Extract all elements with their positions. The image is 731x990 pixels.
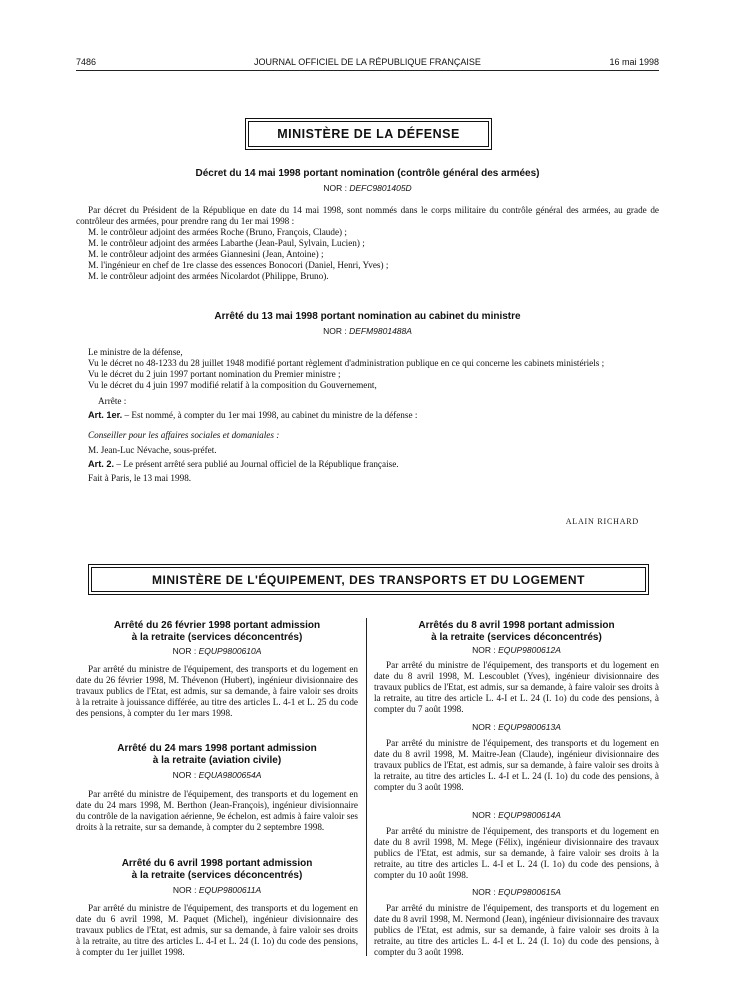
article-1-label: Art. 1er. xyxy=(88,410,123,420)
ministry-box-defense xyxy=(245,118,492,150)
role-text: Conseiller pour les affaires sociales et domaniales : xyxy=(88,430,280,440)
paragraph: Par arrêté du ministre de l'équipement, des transports et du logement en date du 24 mars 1998, M. Berthon (Jean-François), ingénieur divisionnaire du contrôle de la navigation aérienne, 9e échelon, est admis à faire valoir ses droits à la retraite, sur sa demande, à compter du 2 septembre 1998. xyxy=(76,789,358,832)
right-text-3 xyxy=(374,826,659,881)
nor-code: EQUP9800615A xyxy=(498,887,561,897)
ministry-box-equipement xyxy=(88,564,649,595)
left-arrete-3-title xyxy=(76,858,358,882)
nor-code: DEFC9801405D xyxy=(349,183,412,193)
journal-title: JOURNAL OFFICIEL DE LA RÉPUBLIQUE FRANÇAISE xyxy=(254,57,481,67)
right-nor-1 xyxy=(374,645,659,655)
paragraph: Par arrêté du ministre de l'équipement, des transports et du logement en date du 8 avril 1998, M. Nermond (Jean), ingénieur divisionnaire des travaux publics de l'Etat, est admis, sur sa demande, à faire valoir ses droits à la retraite, au titre des articles L. 4-I et L. 24 (I. 1o) du code des pensions, à compter du 3 août 1998. xyxy=(374,903,659,957)
nor-code: DEFM9801488A xyxy=(349,326,412,336)
title-line: à la retraite (services déconcentrés) xyxy=(431,632,602,643)
done-at: Fait à Paris, le 13 mai 1998. xyxy=(88,473,192,483)
nor-label: NOR : xyxy=(172,646,197,656)
nor-code: EQUP9800611A xyxy=(198,885,262,895)
article-2-text: – Le présent arrêté sera publié au Journal officiel de la République française. xyxy=(114,459,399,469)
left-arrete-3-text xyxy=(76,903,358,958)
nor-label: NOR : xyxy=(172,885,197,895)
decret-para: M. le contrôleur adjoint des armées Labarthe (Jean-Paul, Sylvain, Lucien) ; xyxy=(88,238,365,248)
arrete-para: Le ministre de la défense, xyxy=(88,347,183,357)
left-arrete-1-title xyxy=(76,620,358,644)
title-line: à la retraite (services déconcentrés) xyxy=(131,870,303,881)
arrete-para: Arrête : xyxy=(98,396,127,406)
article-1-text: – Est nommé, à compter du 1er mai 1998, au cabinet du ministre de la défense : xyxy=(122,410,418,420)
arrete-para: Vu le décret du 2 juin 1997 portant nomination du Premier ministre ; xyxy=(88,369,341,379)
right-nor-4 xyxy=(374,887,659,897)
running-header xyxy=(76,57,659,71)
title-line: Arrêtés du 8 avril 1998 portant admission xyxy=(418,620,615,631)
paragraph: Par arrêté du ministre de l'équipement, des transports et du logement en date du 26 février 1998, M. Thévenon (Hubert), ingénieur divisionnaire des travaux publics de l'Etat, est admis, sur sa demande, à faire valoir ses droits à la retraite à jouissance différée, au titre des articles L. 4-1 et L. 25 du code des pensions, à compter du 1er mars 1998. xyxy=(76,664,358,718)
issue-date: 16 mai 1998 xyxy=(609,57,659,67)
decret-para: M. le contrôleur adjoint des armées Roche (Bruno, François, Claude) ; xyxy=(88,227,347,237)
paragraph: Par arrêté du ministre de l'équipement, des transports et du logement en date du 8 avril 1998, M. Maitre-Jean (Claude), ingénieur divisionnaire des travaux publics de l'Etat, est admis, sur sa demande, à faire valoir ses droits à la retraite, au titre des articles L. 4-I et L. 24 (I. 1o) du code des pensions, à compter du 3 août 1998. xyxy=(374,738,659,792)
nor-code: EQUA9800654A xyxy=(198,770,262,780)
decret-nor xyxy=(76,183,659,193)
arrete-para: Vu le décret no 48-1233 du 28 juillet 1948 modifié portant règlement d'administration publique en ce qui concerne les cabinets ministériels ; xyxy=(88,358,605,368)
decret-para: M. le contrôleur adjoint des armées Nicolardot (Philippe, Bruno). xyxy=(88,271,329,281)
ministry-title: MINISTÈRE DE L'ÉQUIPEMENT, DES TRANSPORTS ET DU LOGEMENT xyxy=(91,567,646,592)
ministry-title: MINISTÈRE DE LA DÉFENSE xyxy=(248,121,489,147)
page-number: 7486 xyxy=(76,57,97,67)
paragraph: Par arrêté du ministre de l'équipement, des transports et du logement en date du 6 avril 1998, M. Paquet (Michel), ingénieur divisionnaire des travaux publics de l'Etat, est admis, sur sa demande, à faire valoir ses droits à la retraite, au titre des articles L. 4-I et L. 24 (I. 1o) du code des pensions, à compter du 1er juillet 1998. xyxy=(76,903,358,957)
arrete-nor xyxy=(76,326,659,336)
right-text-4 xyxy=(374,903,659,958)
decret-para: Par décret du Président de la République en date du 14 mai 1998, sont nommés dans le corps militaire du contrôle général des armées, au grade de contrôleur des armées, pour prendre rang du 1er mai 1998 : xyxy=(76,205,659,226)
nor-label: NOR : xyxy=(472,722,496,732)
title-line: Arrêté du 6 avril 1998 portant admission xyxy=(121,858,313,869)
paragraph: Par arrêté du ministre de l'équipement, des transports et du logement en date du 8 avril 1998, M. Mege (Félix), ingénieur divisionnaire des travaux publics de l'Etat, est admis, sur sa demande, à faire valoir ses droits à la retraite, au titre des articles L. 4-I et L. 24 (I. 1o) du code des pensions, à compter du 10 août 1998. xyxy=(374,826,659,880)
article-2 xyxy=(76,459,659,470)
nor-code: EQUP9800610A xyxy=(198,646,262,656)
header-rule xyxy=(76,70,659,71)
left-arrete-3-nor xyxy=(76,885,358,895)
paragraph: Par arrêté du ministre de l'équipement, des transports et du logement en date du 8 avril 1998, M. Lescoublet (Yves), ingénieur divisionnaire des travaux publics de l'Etat, est admis, sur sa demande, à faire valoir ses droits à la retraite, au titre des article L. 4-I et L. 24 (I. 1o) du code des pensions, à compter du 7 août 1998. xyxy=(374,660,659,714)
right-arretes-title xyxy=(374,620,659,644)
decret-body xyxy=(76,205,659,282)
right-text-1 xyxy=(374,660,659,715)
nor-code: EQUP9800614A xyxy=(498,810,561,820)
nor-label: NOR : xyxy=(472,645,496,655)
decret-para: M. le contrôleur adjoint des armées Giannesini (Jean, Antoine) ; xyxy=(88,249,324,259)
title-line: Arrêté du 24 mars 1998 portant admission xyxy=(117,743,317,754)
nor-label: NOR : xyxy=(472,810,496,820)
article-2-label: Art. 2. xyxy=(88,459,115,469)
signature: ALAIN RICHARD xyxy=(565,517,639,526)
nor-label: NOR : xyxy=(172,770,197,780)
left-arrete-1-text xyxy=(76,664,358,719)
nor-label: NOR : xyxy=(323,326,347,336)
left-arrete-2-title xyxy=(76,743,358,767)
nor-code: EQUP9800612A xyxy=(498,645,561,655)
arrete-para: Vu le décret du 4 juin 1997 modifié relatif à la composition du Gouvernement, xyxy=(88,380,377,390)
decret-para: M. l'ingénieur en chef de 1re classe des essences Bonocori (Daniel, Henri, Yves) ; xyxy=(88,260,389,270)
arrete-body xyxy=(76,347,659,484)
role xyxy=(76,430,659,441)
left-arrete-2-nor xyxy=(76,770,358,780)
arrete-title: Arrêté du 13 mai 1998 portant nomination au cabinet du ministre xyxy=(214,311,521,322)
article-1 xyxy=(76,410,659,421)
title-line: Arrêté du 26 février 1998 portant admission xyxy=(113,620,321,631)
right-nor-2 xyxy=(374,722,659,732)
left-arrete-1-nor xyxy=(76,646,358,656)
column-divider xyxy=(366,618,367,956)
appointee: M. Jean-Luc Névache, sous-préfet. xyxy=(88,445,217,455)
title-line: à la retraite (services déconcentrés) xyxy=(131,632,303,643)
nor-label: NOR : xyxy=(323,183,347,193)
right-nor-3 xyxy=(374,810,659,820)
title-line: à la retraite (aviation civile) xyxy=(152,755,282,766)
left-arrete-2-text xyxy=(76,789,358,833)
right-text-2 xyxy=(374,738,659,793)
decret-title: Décret du 14 mai 1998 portant nomination (contrôle général des armées) xyxy=(195,168,540,179)
nor-code: EQUP9800613A xyxy=(498,722,561,732)
nor-label: NOR : xyxy=(472,887,496,897)
